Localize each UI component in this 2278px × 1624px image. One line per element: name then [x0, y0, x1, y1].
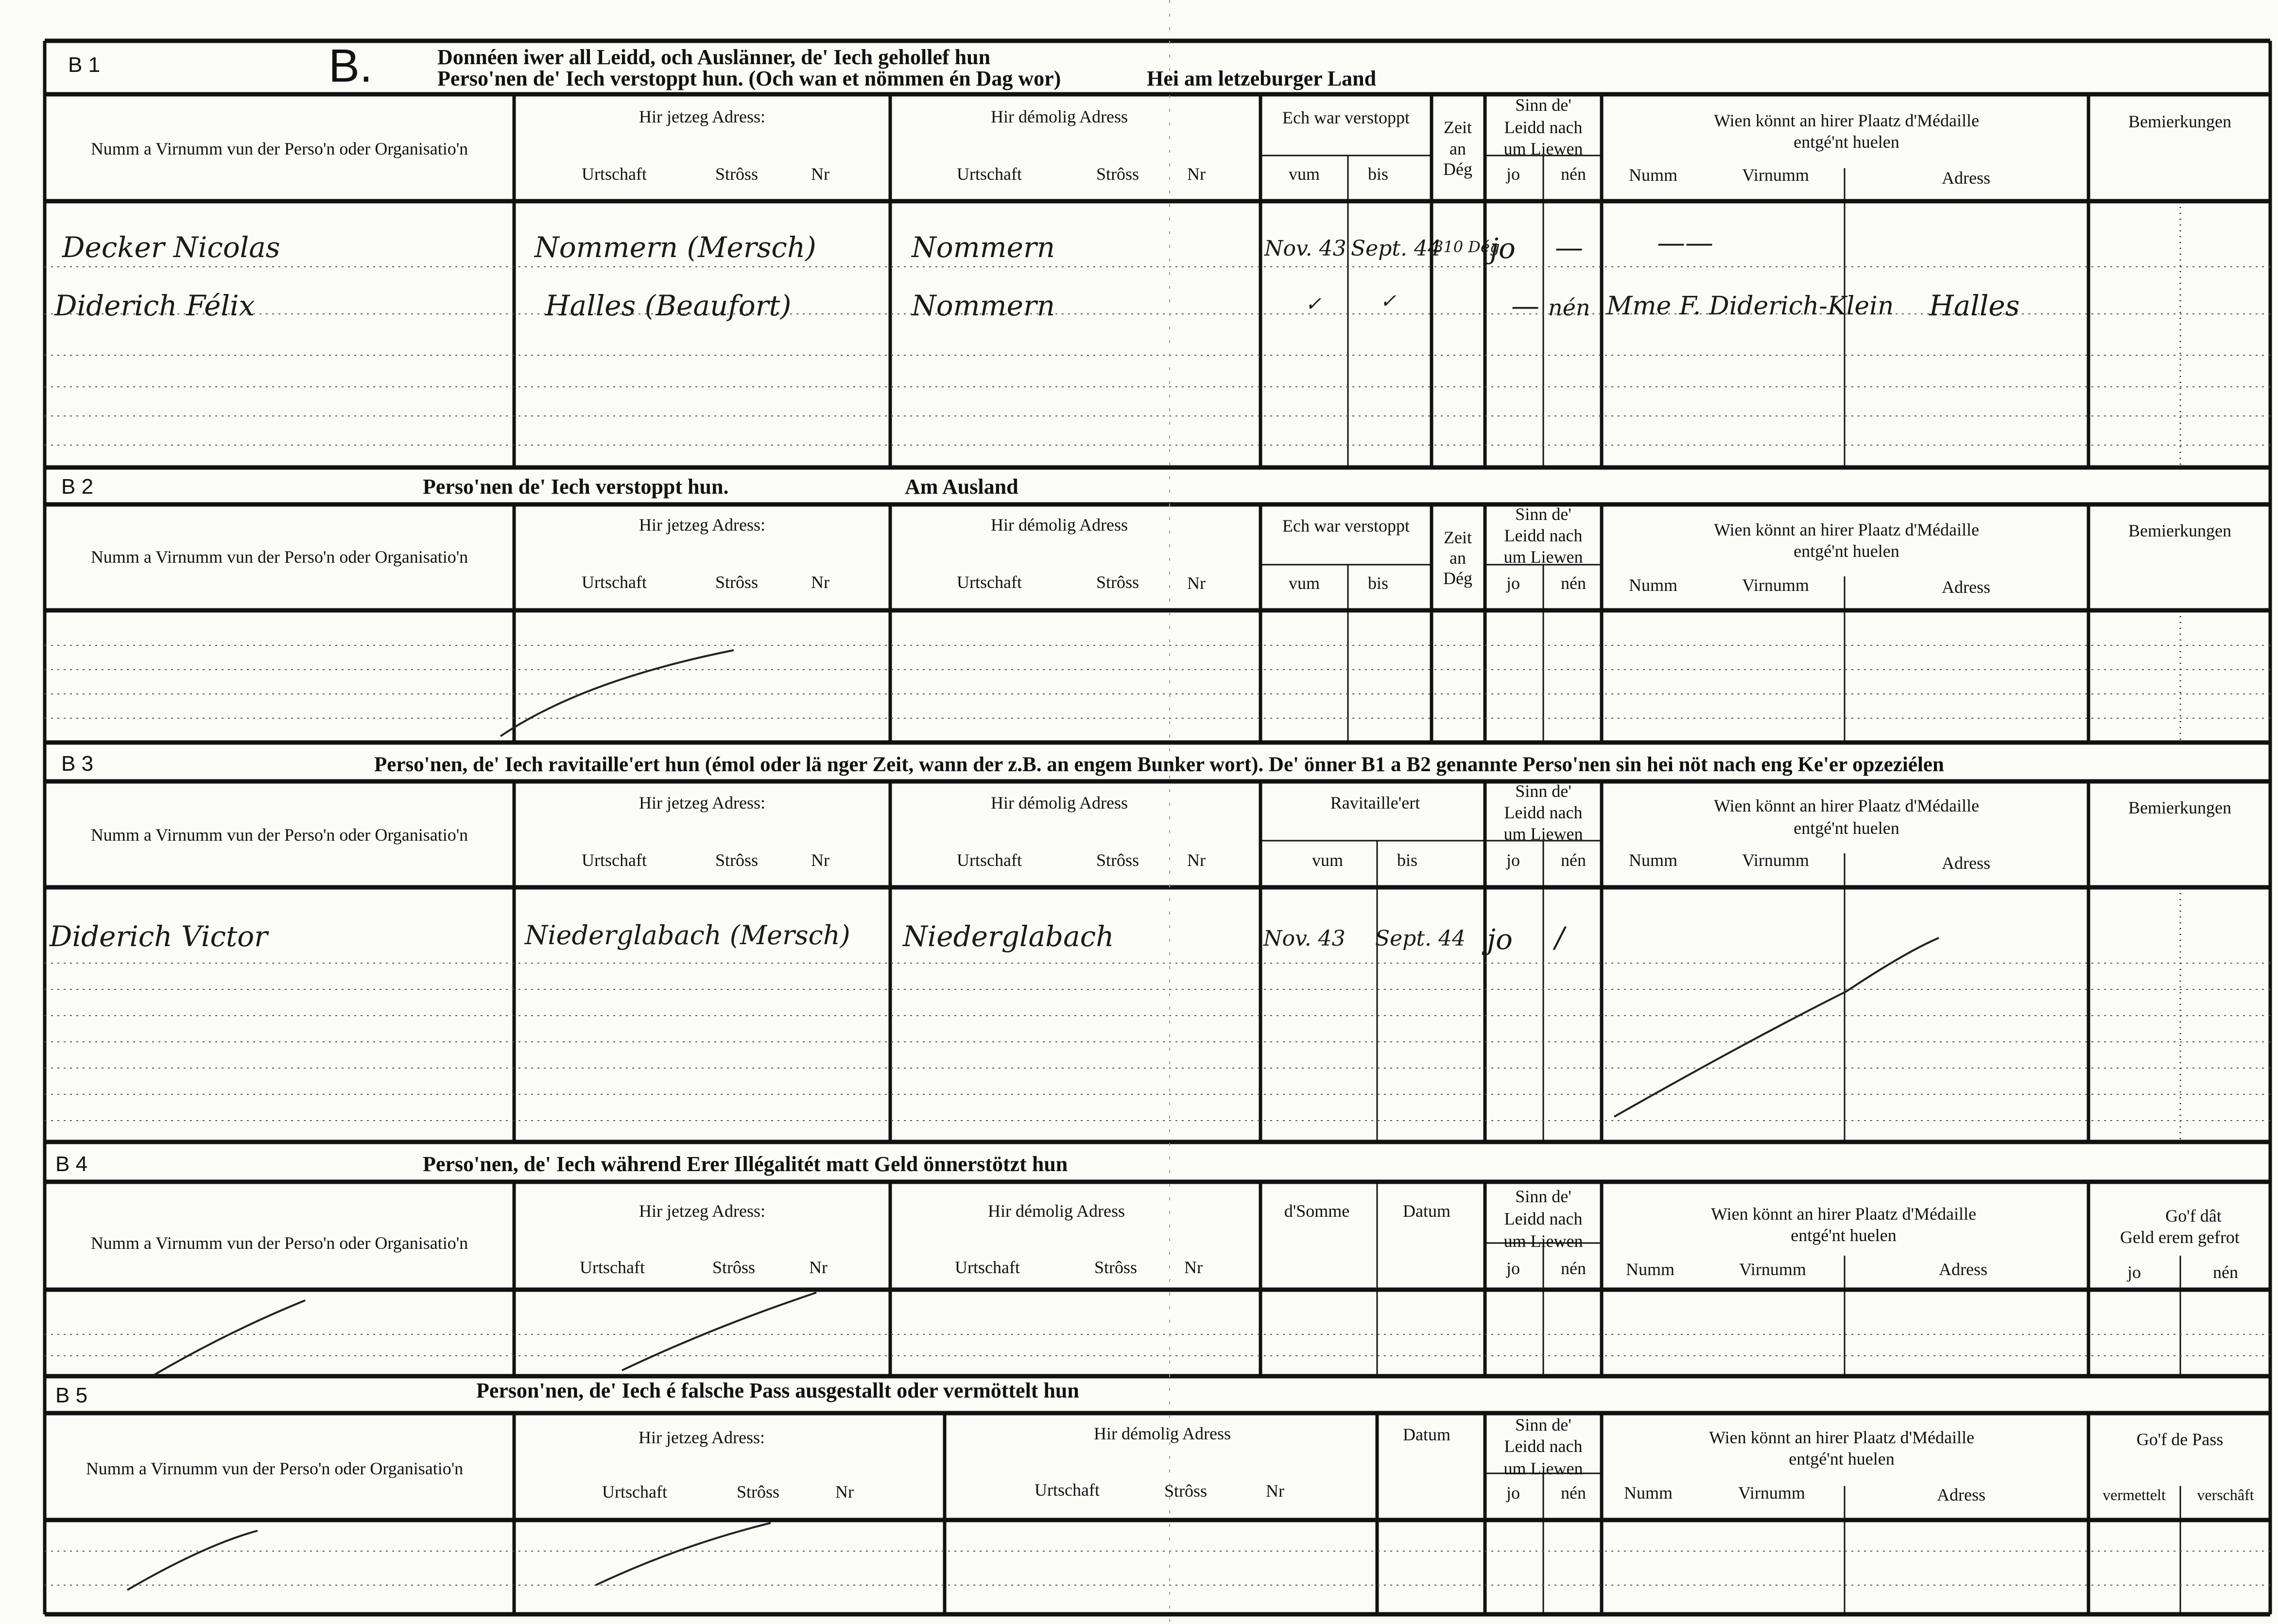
form-letter: B. [328, 40, 373, 92]
col-numm-virnumm: Numm a Virnumm vun der Perso'n oder Organisatio'n [86, 1459, 464, 1478]
col-vum: vum [1288, 573, 1320, 593]
col-virnumm: Virnumm [1742, 850, 1809, 870]
col-zeit: an [1450, 139, 1466, 158]
b2-title: Perso'nen de' Iech verstoppt hun. [423, 475, 729, 499]
col-numm: Numm [1628, 575, 1678, 595]
b1-row2-jetzeg: Halles (Beaufort) [545, 289, 792, 322]
col-nr: Nr [811, 164, 829, 184]
section-id-b3: B 3 [61, 752, 94, 776]
col-sinn: um Liewen [1503, 1459, 1583, 1478]
col-stross: Strôss [1096, 850, 1139, 870]
col-virnumm: Virnumm [1742, 165, 1809, 185]
col-jetzeg-adress: Hir jetzeg Adress: [639, 1201, 765, 1221]
col-urtschaft: Urtschaft [580, 1258, 645, 1277]
col-bis: bis [1367, 164, 1389, 184]
col-gof-geld: Geld erem gefrot [2120, 1227, 2240, 1247]
col-wien: entgé'nt huelen [1791, 1226, 1897, 1245]
col-verstoppt: Ech war verstoppt [1282, 108, 1410, 127]
col-stross: Strôss [1096, 164, 1139, 184]
col-gof-geld: Go'f dât [2165, 1206, 2222, 1226]
col-vum: vum [1312, 850, 1344, 870]
col-stross: Strôss [715, 850, 759, 870]
col-urtschaft: Urtschaft [582, 572, 647, 592]
col-sinn: Leidd nach [1504, 1209, 1583, 1228]
col-verschaft: verschâft [2197, 1486, 2254, 1503]
col-zeit: Dég [1443, 159, 1472, 179]
section-id-b2: B 2 [61, 475, 94, 499]
col-datum: Datum [1403, 1201, 1450, 1221]
b1-row2-name: Diderich Félix [54, 289, 255, 322]
col-jo: jo [1506, 573, 1520, 593]
col-nen: nén [1561, 1259, 1586, 1278]
col-nr: Nr [809, 1258, 828, 1277]
col-bis: bis [1397, 850, 1418, 870]
col-nr: Nr [1266, 1481, 1284, 1501]
col-bemierkungen: Bemierkungen [2128, 112, 2231, 131]
b3-row1-name: Diderich Victor [50, 920, 268, 953]
b1-row2-nen: nén [1548, 294, 1590, 321]
col-bemierkungen: Bemierkungen [2128, 521, 2231, 540]
col-numm: Numm [1628, 165, 1678, 185]
b2-location: Am Ausland [905, 475, 1018, 499]
col-nr: Nr [811, 850, 829, 870]
col-zeit: Dég [1443, 569, 1472, 588]
col-adress: Adress [1939, 1260, 1987, 1279]
col-sinn: Sinn de' [1515, 781, 1571, 801]
col-jetzeg-adress: Hir jetzeg Adress: [639, 515, 765, 535]
col-wien: Wien könnt an hirer Plaatz d'Médaille [1714, 520, 1979, 539]
b5-title: Person'nen, de' Iech é falsche Pass ausgestallt oder vermöttelt hun [476, 1379, 1079, 1402]
col-nen: nén [2213, 1262, 2238, 1282]
col-demolig-adress: Hir démolig Adress [991, 515, 1128, 535]
col-sinn: Leidd nach [1504, 803, 1583, 822]
col-nr: Nr [1187, 164, 1206, 184]
col-sinn: um Liewen [1503, 547, 1583, 567]
col-virnumm: Virnumm [1742, 575, 1809, 595]
b1-row2-bis: ✓ [1380, 290, 1397, 312]
col-jetzeg-adress: Hir jetzeg Adress: [639, 107, 765, 126]
b3-row1-jo: jo [1487, 923, 1513, 956]
b1-row1-jo: jo [1490, 232, 1516, 265]
col-jo: jo [2127, 1262, 2141, 1282]
col-nr: Nr [1184, 1258, 1203, 1277]
col-stross: Strôss [1096, 572, 1139, 592]
b1-row1-zeit: 310 Dég [1433, 238, 1500, 256]
col-sinn: Sinn de' [1515, 95, 1571, 115]
col-jo: jo [1506, 850, 1520, 870]
b1-row2-medaille-name: Mme F. Diderich-Klein [1606, 292, 1894, 321]
b1-row2-demolig: Nommern [912, 289, 1055, 322]
col-datum: Datum [1403, 1425, 1450, 1444]
col-nen: nén [1561, 1483, 1586, 1503]
b1-row1-demolig: Nommern [912, 231, 1055, 264]
col-wien: entgé'nt huelen [1794, 541, 1899, 561]
b4-title: Perso'nen, de' Iech während Erer Illégalitét matt Geld önnerstötzt hun [423, 1152, 1068, 1176]
col-nr: Nr [835, 1482, 854, 1502]
col-virnumm: Virnumm [1738, 1483, 1805, 1503]
col-nr: Nr [1187, 573, 1206, 593]
col-sinn: um Liewen [1503, 1231, 1583, 1251]
col-stross: Strôss [715, 572, 759, 592]
col-sinn: Leidd nach [1504, 1436, 1583, 1456]
col-stross: Strôss [715, 164, 759, 184]
col-verstoppt: Ech war verstoppt [1282, 516, 1410, 536]
col-urtschaft: Urtschaft [602, 1482, 667, 1502]
col-sinn: Sinn de' [1515, 504, 1571, 524]
col-urtschaft: Urtschaft [957, 850, 1022, 870]
col-numm: Numm [1623, 1483, 1673, 1503]
col-wien: Wien könnt an hirer Plaatz d'Médaille [1711, 1204, 1976, 1224]
b3-row1-demolig: Niederglabach [903, 920, 1114, 953]
col-demolig-adress: Hir démolig Adress [988, 1201, 1125, 1221]
b1-location: Hei am letzeburger Land [1147, 67, 1377, 90]
col-adress: Adress [1942, 853, 1990, 873]
col-nen: nén [1561, 164, 1586, 184]
col-demolig-adress: Hir démolig Adress [991, 107, 1128, 126]
b3-title: Perso'nen, de' Iech ravitaille'ert hun (émol oder lä nger Zeit, wann der z.B. an engem Bunker wort). De' önner B1 a B2 genannte Perso'nen sin hei nöt nach eng Ke'er opzeziélen [374, 753, 1944, 776]
b1-row1-nen: — [1555, 231, 1583, 264]
col-urtschaft: Urtschaft [957, 164, 1022, 184]
col-jetzeg-adress: Hir jetzeg Adress: [639, 1428, 765, 1447]
b1-title-line1: Donnéen iwer all Leidd, och Auslänner, de' Iech gehollef hun [437, 45, 991, 69]
col-urtschaft: Urtschaft [1035, 1480, 1100, 1500]
b1-row2-medaille-adress: Halles [1929, 289, 2020, 322]
section-id-b1: B 1 [68, 53, 101, 77]
b1-title-line2: Perso'nen de' Iech verstoppt hun. (Och wan et nömmen én Dag wor) [437, 67, 1061, 90]
b3-row1-jetzeg: Niederglabach (Mersch) [525, 920, 850, 950]
col-jo: jo [1506, 1259, 1520, 1278]
col-bis: bis [1367, 573, 1389, 593]
col-sinn: um Liewen [1503, 139, 1583, 158]
col-sinn: Sinn de' [1515, 1415, 1571, 1434]
col-wien: entgé'nt huelen [1794, 132, 1899, 152]
col-vum: vum [1288, 164, 1320, 184]
col-zeit: an [1450, 548, 1466, 568]
col-stross: Strôss [736, 1482, 780, 1502]
col-zeit: Zeit [1444, 118, 1472, 137]
col-stross: Strôss [712, 1258, 756, 1277]
col-somme: d'Somme [1284, 1201, 1350, 1221]
col-numm: Numm [1628, 850, 1678, 870]
col-wien: Wien könnt an hirer Plaatz d'Médaille [1714, 796, 1979, 815]
col-numm: Numm [1625, 1260, 1675, 1279]
col-gof-pass: Go'f de Pass [2136, 1430, 2224, 1449]
col-wien: entgé'nt huelen [1794, 818, 1899, 838]
col-sinn: Sinn de' [1515, 1187, 1571, 1206]
col-sinn: Leidd nach [1504, 526, 1583, 545]
col-vermettelt: vermettelt [2103, 1486, 2166, 1503]
col-sinn: Leidd nach [1504, 118, 1583, 137]
b1-row1-jetzeg: Nommern (Mersch) [535, 231, 816, 264]
b1-row2-vum: ✓ [1305, 293, 1322, 315]
b3-row1-nen: / [1555, 921, 1565, 954]
section-id-b5: B 5 [55, 1383, 88, 1407]
col-demolig-adress: Hir démolig Adress [991, 793, 1128, 812]
col-numm-virnumm: Numm a Virnumm vun der Perso'n oder Organisatio'n [90, 1233, 468, 1253]
col-wien: Wien könnt an hirer Plaatz d'Médaille [1709, 1428, 1974, 1447]
col-adress: Adress [1942, 168, 1990, 188]
col-numm-virnumm: Numm a Virnumm vun der Perso'n oder Organisatio'n [90, 547, 468, 567]
col-jetzeg-adress: Hir jetzeg Adress: [639, 793, 765, 812]
b1-row1-medaille: —— [1657, 226, 1713, 259]
col-adress: Adress [1937, 1485, 1985, 1504]
b1-row1-vum: Nov. 43 [1264, 236, 1346, 261]
b1-row1-bis: Sept. 44 [1351, 236, 1441, 261]
col-ravitailleert: Ravitaille'ert [1330, 793, 1420, 812]
col-bemierkungen: Bemierkungen [2128, 798, 2231, 817]
b1-row1-name: Decker Nicolas [62, 231, 280, 264]
b3-row1-bis: Sept. 44 [1375, 926, 1466, 951]
col-adress: Adress [1942, 577, 1990, 597]
section-id-b4: B 4 [55, 1152, 88, 1176]
b3-row1-vum: Nov. 43 [1263, 926, 1346, 951]
col-zeit: Zeit [1444, 528, 1472, 547]
b1-row2-jo: — [1511, 289, 1539, 322]
col-urtschaft: Urtschaft [955, 1258, 1020, 1277]
col-nen: nén [1561, 573, 1586, 593]
col-nr: Nr [811, 572, 829, 592]
col-sinn: um Liewen [1503, 824, 1583, 844]
col-urtschaft: Urtschaft [582, 850, 647, 870]
col-urtschaft: Urtschaft [957, 572, 1022, 592]
col-numm-virnumm: Numm a Virnumm vun der Perso'n oder Organisatio'n [90, 139, 468, 158]
col-urtschaft: Urtschaft [582, 164, 647, 184]
col-demolig-adress: Hir démolig Adress [1094, 1424, 1231, 1443]
col-stross: Strôss [1094, 1258, 1138, 1277]
col-numm-virnumm: Numm a Virnumm vun der Perso'n oder Organisatio'n [90, 825, 468, 845]
col-wien: Wien könnt an hirer Plaatz d'Médaille [1714, 111, 1979, 130]
col-jo: jo [1506, 164, 1520, 184]
col-virnumm: Virnumm [1739, 1260, 1806, 1279]
col-jo: jo [1506, 1483, 1520, 1503]
col-nr: Nr [1187, 850, 1206, 870]
col-stross: Strôss [1164, 1481, 1208, 1501]
col-nen: nén [1561, 850, 1586, 870]
col-wien: entgé'nt huelen [1789, 1449, 1895, 1469]
